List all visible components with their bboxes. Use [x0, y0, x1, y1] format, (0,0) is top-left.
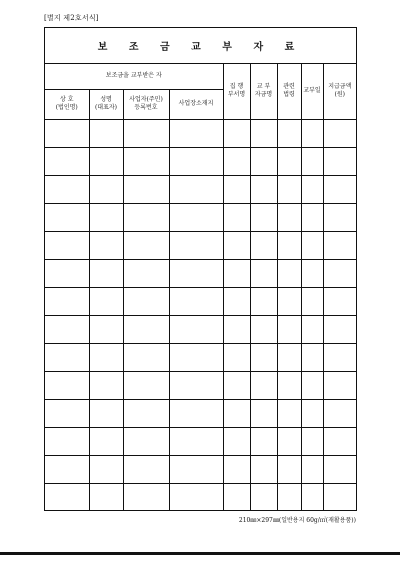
table-cell[interactable]: [301, 231, 323, 259]
table-cell[interactable]: [45, 455, 89, 483]
table-cell[interactable]: [301, 315, 323, 343]
table-cell[interactable]: [45, 371, 89, 399]
table-cell[interactable]: [169, 315, 223, 343]
subsidy-report-form: [44, 27, 357, 511]
table-cell[interactable]: [223, 483, 250, 511]
table-cell[interactable]: [123, 399, 169, 427]
table-cell[interactable]: [301, 343, 323, 371]
table-cell[interactable]: [89, 147, 123, 175]
table-cell[interactable]: [89, 203, 123, 231]
table-cell[interactable]: [45, 315, 89, 343]
table-cell[interactable]: [169, 231, 223, 259]
table-cell[interactable]: [250, 119, 277, 147]
table-cell[interactable]: [169, 455, 223, 483]
table-cell[interactable]: [250, 203, 277, 231]
table-cell[interactable]: [89, 371, 123, 399]
table-cell[interactable]: [323, 119, 356, 147]
table-cell[interactable]: [89, 483, 123, 511]
table-cell[interactable]: [123, 315, 169, 343]
table-cell[interactable]: [301, 175, 323, 203]
table-cell[interactable]: [223, 147, 250, 175]
table-cell[interactable]: [123, 259, 169, 287]
table-cell[interactable]: [223, 175, 250, 203]
table-cell[interactable]: [223, 259, 250, 287]
table-cell[interactable]: [277, 427, 301, 455]
col-header-related-law: 관련 법령: [277, 63, 301, 119]
table-cell[interactable]: [323, 455, 356, 483]
table-cell[interactable]: [89, 119, 123, 147]
col-header-grant-date: 교부일: [301, 63, 323, 119]
table-cell[interactable]: [301, 119, 323, 147]
table-cell[interactable]: [45, 259, 89, 287]
table-cell[interactable]: [250, 343, 277, 371]
table-cell[interactable]: [123, 147, 169, 175]
table-cell[interactable]: [123, 427, 169, 455]
form-number-label: [별지 제2호서식]: [44, 14, 99, 22]
table-cell[interactable]: [223, 203, 250, 231]
table-cell[interactable]: [277, 119, 301, 147]
table-cell[interactable]: [123, 343, 169, 371]
table-cell[interactable]: [45, 175, 89, 203]
table-cell[interactable]: [223, 315, 250, 343]
table-cell[interactable]: [323, 399, 356, 427]
table-cell[interactable]: [250, 455, 277, 483]
group-header-cell: 보조금을 교부받은 자: [45, 63, 223, 89]
table-cell[interactable]: [89, 175, 123, 203]
table-row: [45, 119, 356, 147]
table-cell[interactable]: [277, 315, 301, 343]
table-row: [45, 315, 356, 343]
table-cell[interactable]: [277, 483, 301, 511]
table-cell[interactable]: [45, 399, 89, 427]
table-cell[interactable]: [223, 371, 250, 399]
table-cell[interactable]: [277, 371, 301, 399]
table-cell[interactable]: [45, 203, 89, 231]
table-cell[interactable]: [250, 287, 277, 315]
table-cell[interactable]: [169, 287, 223, 315]
table-cell[interactable]: [250, 231, 277, 259]
table-cell[interactable]: [323, 315, 356, 343]
table-cell[interactable]: [45, 147, 89, 175]
table-cell[interactable]: [323, 371, 356, 399]
table-cell[interactable]: [45, 231, 89, 259]
table-cell[interactable]: [277, 455, 301, 483]
table-cell[interactable]: [89, 315, 123, 343]
header-group-row: [45, 63, 356, 89]
table-cell[interactable]: [89, 287, 123, 315]
table-cell[interactable]: [301, 483, 323, 511]
table-cell[interactable]: [277, 175, 301, 203]
table-cell[interactable]: [89, 427, 123, 455]
table-row: [45, 483, 356, 511]
table-cell[interactable]: [169, 483, 223, 511]
table-cell[interactable]: [301, 455, 323, 483]
table-cell[interactable]: [123, 371, 169, 399]
table-cell[interactable]: [169, 203, 223, 231]
table-cell[interactable]: [250, 371, 277, 399]
table-row: [45, 231, 356, 259]
table-cell[interactable]: [277, 147, 301, 175]
col-header-fund-name: 교 부 자금명: [250, 63, 277, 119]
table-cell[interactable]: [89, 259, 123, 287]
table-cell[interactable]: [223, 119, 250, 147]
table-cell[interactable]: [323, 259, 356, 287]
form-title: 보 조 금 교 부 자 료: [45, 28, 356, 64]
table-cell[interactable]: [223, 399, 250, 427]
table-cell[interactable]: [250, 315, 277, 343]
table-cell[interactable]: [223, 231, 250, 259]
table-cell[interactable]: [323, 147, 356, 175]
table-cell[interactable]: [89, 231, 123, 259]
table-cell[interactable]: [45, 343, 89, 371]
table-cell[interactable]: [123, 231, 169, 259]
table-cell[interactable]: [277, 399, 301, 427]
col-header-amount: 지급금액 (원): [323, 63, 356, 119]
table-cell[interactable]: [123, 455, 169, 483]
table-row: [45, 399, 356, 427]
table-row: [45, 259, 356, 287]
table-row: [45, 455, 356, 483]
table-cell[interactable]: [323, 483, 356, 511]
table-cell[interactable]: [89, 343, 123, 371]
table-row: [45, 371, 356, 399]
col-header-registration-number: 사업자(주민) 등록번호: [123, 89, 169, 119]
table-cell[interactable]: [169, 371, 223, 399]
table-cell[interactable]: [169, 175, 223, 203]
table-cell[interactable]: [301, 399, 323, 427]
bottom-rule: [0, 552, 400, 555]
table-cell[interactable]: [277, 259, 301, 287]
table-cell[interactable]: [169, 399, 223, 427]
table-cell[interactable]: [250, 483, 277, 511]
table-cell[interactable]: [323, 175, 356, 203]
table-cell[interactable]: [223, 287, 250, 315]
table-cell[interactable]: [123, 203, 169, 231]
table-cell[interactable]: [169, 259, 223, 287]
table-cell[interactable]: [301, 287, 323, 315]
table-cell[interactable]: [301, 147, 323, 175]
table-cell[interactable]: [45, 287, 89, 315]
table-row: [45, 343, 356, 371]
table-cell[interactable]: [45, 427, 89, 455]
table-cell[interactable]: [169, 427, 223, 455]
table-cell[interactable]: [277, 231, 301, 259]
table-row: [45, 203, 356, 231]
table-cell[interactable]: [323, 287, 356, 315]
table-cell[interactable]: [45, 483, 89, 511]
table-cell[interactable]: [169, 343, 223, 371]
table-row: [45, 147, 356, 175]
col-header-company-name: 상 호 (법인명): [45, 89, 89, 119]
table-row: [45, 287, 356, 315]
table-cell[interactable]: [223, 427, 250, 455]
table-cell[interactable]: [301, 259, 323, 287]
table-cell[interactable]: [301, 427, 323, 455]
subsidy-table: [45, 63, 356, 511]
table-cell[interactable]: [223, 343, 250, 371]
col-header-department: 집 행 부서명: [223, 63, 250, 119]
table-cell[interactable]: [277, 203, 301, 231]
table-cell[interactable]: [323, 203, 356, 231]
table-cell[interactable]: [89, 399, 123, 427]
table-cell[interactable]: [45, 119, 89, 147]
table-cell[interactable]: [250, 175, 277, 203]
table-cell[interactable]: [123, 483, 169, 511]
table-cell[interactable]: [169, 147, 223, 175]
table-cell[interactable]: [123, 119, 169, 147]
table-cell[interactable]: [250, 147, 277, 175]
table-cell[interactable]: [323, 427, 356, 455]
table-row: [45, 427, 356, 455]
table-cell[interactable]: [323, 231, 356, 259]
col-header-representative: 성명 (대표자): [89, 89, 123, 119]
table-cell[interactable]: [223, 455, 250, 483]
table-cell[interactable]: [169, 119, 223, 147]
table-cell[interactable]: [123, 175, 169, 203]
table-cell[interactable]: [89, 455, 123, 483]
table-cell[interactable]: [250, 259, 277, 287]
table-row: [45, 175, 356, 203]
table-cell[interactable]: [123, 287, 169, 315]
paper-spec-footer: 210㎜×297㎜(일반용지 60g/㎡(재활용품)): [238, 517, 356, 524]
table-cell[interactable]: [301, 203, 323, 231]
table-cell[interactable]: [250, 427, 277, 455]
table-cell[interactable]: [277, 287, 301, 315]
table-cell[interactable]: [250, 399, 277, 427]
table-cell[interactable]: [301, 371, 323, 399]
table-cell[interactable]: [323, 343, 356, 371]
table-cell[interactable]: [277, 343, 301, 371]
col-header-business-address: 사업장소재지: [169, 89, 223, 119]
